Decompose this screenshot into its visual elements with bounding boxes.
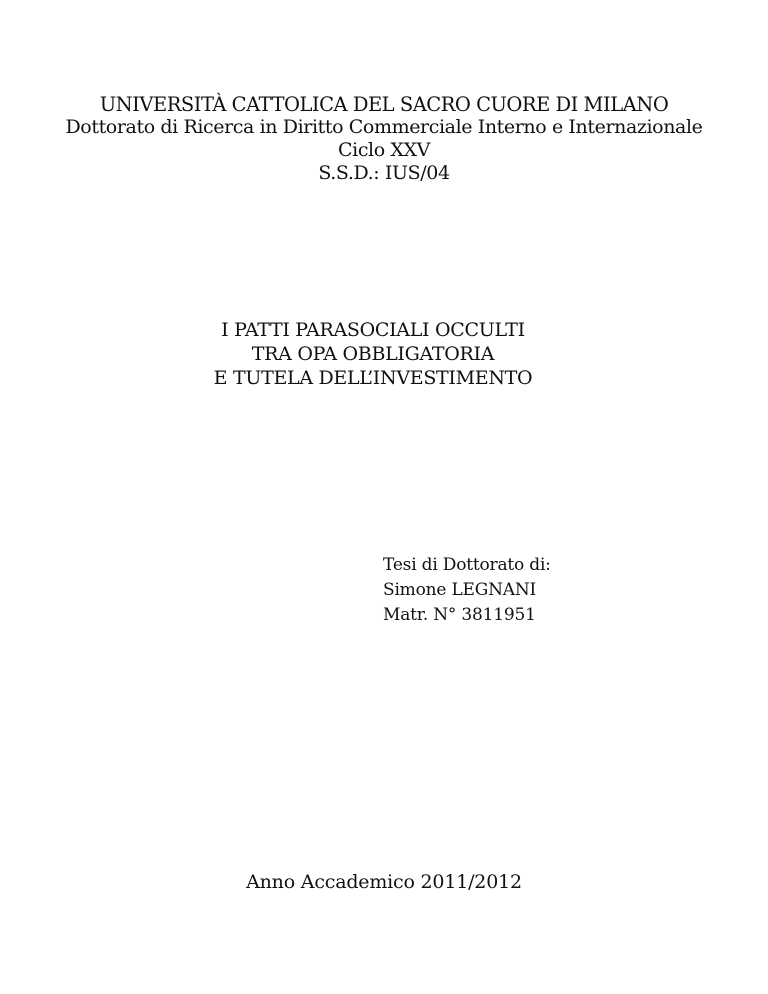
author-block	[383, 553, 743, 628]
academic-year: Anno Accademico 2011/2012	[246, 871, 522, 893]
thesis-title-line-3: E TUTELA DELL’INVESTIMENTO	[213, 367, 533, 389]
scientific-sector: S.S.D.: IUS/04	[318, 162, 450, 184]
author-label: Tesi di Dottorato di:	[383, 555, 551, 575]
thesis-title-line-1: I PATTI PARASOCIALI OCCULTI	[221, 319, 525, 341]
thesis-title-line-2: TRA OPA OBBLIGATORIA	[251, 343, 495, 365]
doctorate-program: Dottorato di Ricerca in Diritto Commerciale Interno e Internazionale	[65, 116, 703, 138]
doctorate-cycle: Ciclo XXV	[338, 139, 430, 161]
author-name: Simone LEGNANI	[383, 580, 537, 600]
matriculation-number: Matr. N° 3811951	[383, 605, 536, 625]
university-name: UNIVERSITÀ CATTOLICA DEL SACRO CUORE DI MILANO	[99, 93, 669, 116]
thesis-title	[0, 318, 768, 390]
academic-year-block	[0, 870, 768, 894]
header-block	[0, 93, 768, 185]
